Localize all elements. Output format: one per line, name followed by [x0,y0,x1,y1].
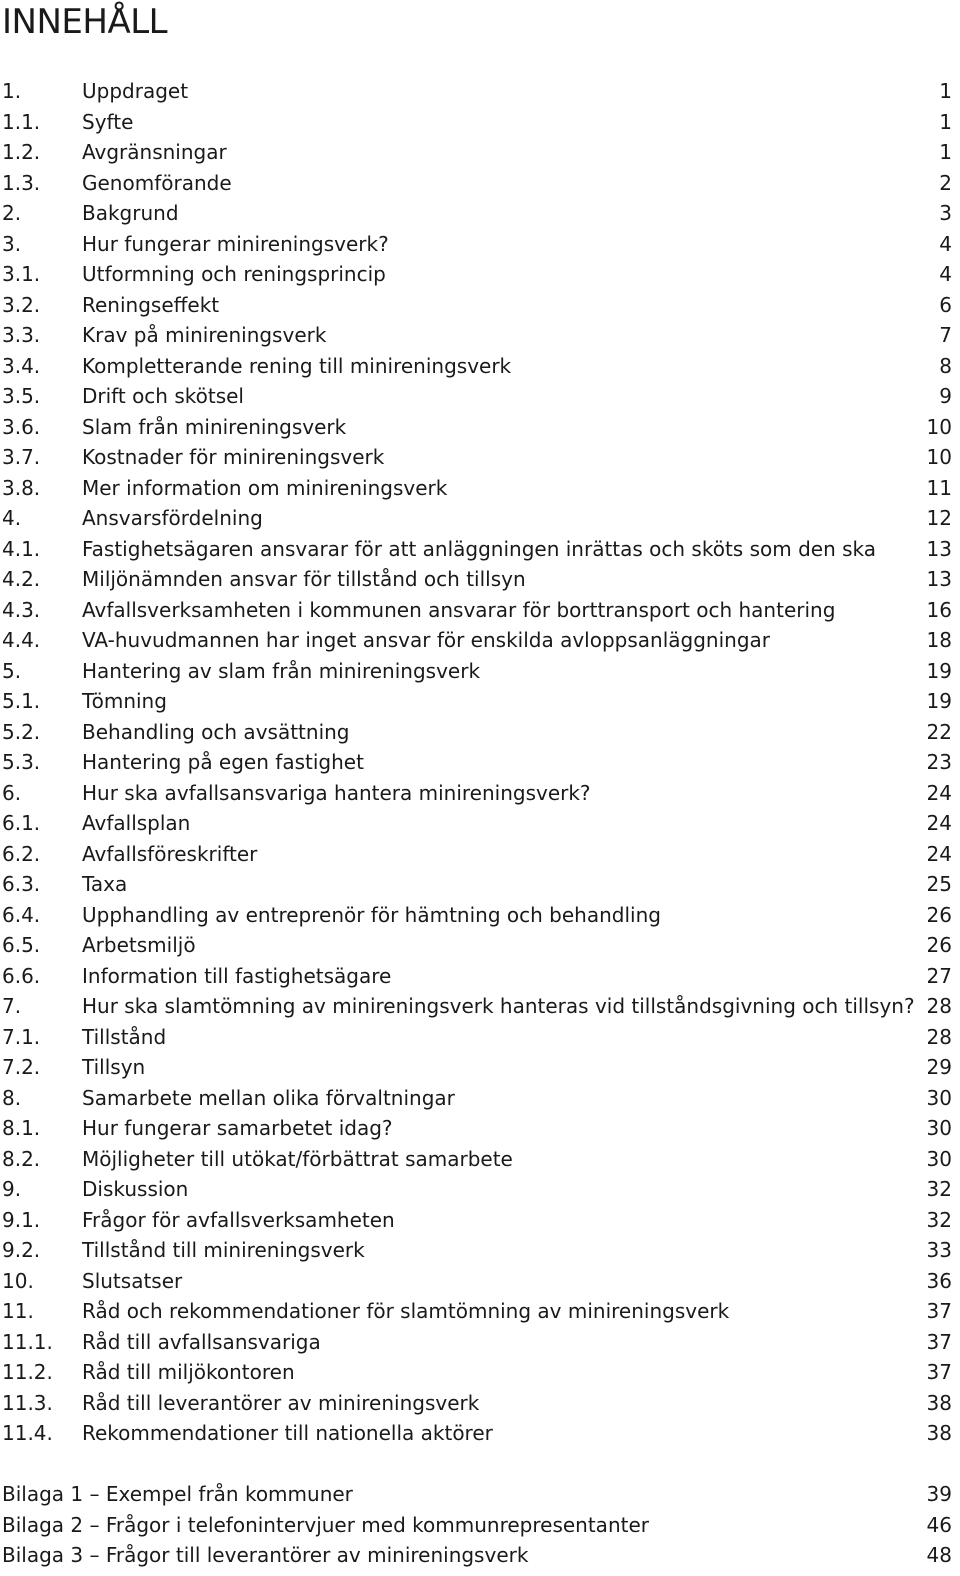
toc-entry-title: Råd till miljökontoren [82,1360,295,1384]
toc-entry-page-number: 32 [926,1207,952,1232]
toc-entry-page-number: 12 [926,506,952,530]
toc-entry-title: Slam från minireningsverk [82,414,347,439]
toc-entry-page-number: 19 [926,658,952,683]
toc-entry-title: Avfallsverksamheten i kommunen ansvarar för borttransport och hantering [82,597,836,622]
toc-entry-title: Råd och rekommendationer för slamtömning av minireningsverk [82,1299,730,1323]
toc-entry[interactable] [0,1357,960,1388]
toc-entry-number: 3.3. [2,323,41,347]
toc-entry-number: 4. [2,506,22,530]
toc-entry[interactable] [0,1296,960,1327]
toc-entry-page-number: 10 [926,445,952,469]
toc-entry[interactable] [0,564,960,595]
toc-entry-number: 4.4. [2,628,41,652]
toc-entry-title: Hur fungerar minireningsverk? [82,231,389,256]
toc-entry-page-number: 26 [926,902,952,927]
toc-entry-page-number: 37 [926,1329,952,1354]
toc-entry-number: 5.1. [2,689,41,713]
toc-entry-number: 1.1. [2,109,41,134]
toc-entry[interactable] [0,869,960,900]
toc-entry-number: 1. [2,79,22,103]
toc-entry-number: 5.2. [2,719,41,744]
toc-entry-number: 6.5. [2,933,41,957]
toc-entry-title: Kompletterande rening till minireningsverk [82,353,512,378]
toc-entry-number: 3.1. [2,262,41,286]
toc-entry-number: 1.2. [2,140,41,164]
toc-entry-title: Upphandling av entreprenör för hämtning och behandling [82,902,661,927]
appendix-entry-title: Bilaga 3 – Frågor till leverantörer av minireningsverk [2,1543,529,1567]
toc-entry-number: 9.2. [2,1238,41,1262]
toc-entry-title: Uppdraget [82,79,189,103]
appendix-entry[interactable] [0,1510,960,1541]
toc-entry-title: Möjligheter till utökat/förbättrat samarbete [82,1146,513,1171]
toc-entry-number: 3.4. [2,353,41,378]
toc-entry[interactable] [0,625,960,656]
toc-entry[interactable] [0,1266,960,1297]
toc-entry-title: VA-huvudmannen har inget ansvar för enskilda avloppsanläggningar [82,628,770,652]
toc-entry-title: Drift och skötsel [82,384,244,408]
toc-entry-title: Syfte [82,109,134,134]
toc-entry-page-number: 24 [926,811,952,835]
toc-entry-title: Utformning och reningsprincip [82,262,386,286]
toc-entry[interactable] [0,168,960,199]
appendix-entry[interactable] [0,1479,960,1510]
toc-entry-number: 4.2. [2,567,41,591]
toc-entry-title: Genomförande [82,170,232,195]
toc-entry[interactable] [0,503,960,534]
toc-entry-page-number: 37 [926,1299,952,1323]
toc-entry-page-number: 11 [926,475,952,500]
toc-entry[interactable] [0,656,960,687]
toc-entry-page-number: 29 [926,1055,952,1079]
toc-entry-page-number: 13 [926,567,952,591]
toc-entry-title: Hantering av slam från minireningsverk [82,658,481,683]
toc-entry-number: 3.7. [2,445,41,469]
toc-entry-title: Mer information om minireningsverk [82,475,448,500]
appendix-entry-page-number: 46 [926,1512,952,1537]
table-of-contents [0,76,960,1449]
toc-entry-title: Samarbete mellan olika förvaltningar [82,1085,455,1110]
toc-entry[interactable] [0,839,960,870]
toc-entry-title: Avgränsningar [82,140,227,164]
toc-entry-page-number: 26 [926,933,952,957]
toc-entry-page-number: 28 [926,1024,952,1049]
toc-entry-number: 8.2. [2,1146,41,1171]
toc-entry-title: Behandling och avsättning [82,719,350,744]
toc-entry-page-number: 28 [926,994,952,1018]
toc-entry-number: 2. [2,201,22,225]
toc-entry-page-number: 33 [926,1238,952,1262]
toc-entry-number: 3. [2,231,22,256]
toc-entry-page-number: 32 [926,1177,952,1201]
toc-entry-page-number: 18 [926,628,952,652]
toc-entry-number: 9.1. [2,1207,41,1232]
toc-entry[interactable] [0,1052,960,1083]
toc-entry-page-number: 38 [926,1421,952,1445]
toc-entry[interactable] [0,137,960,168]
toc-entry-number: 5. [2,658,22,683]
toc-entry-number: 3.6. [2,414,41,439]
toc-entry[interactable] [0,1174,960,1205]
appendix-entry-title: Bilaga 1 – Exempel från kommuner [2,1482,353,1506]
toc-entry-page-number: 25 [926,872,952,896]
toc-entry-title: Reningseffekt [82,292,220,317]
toc-entry-title: Taxa [82,872,128,896]
toc-entry[interactable] [0,412,960,443]
toc-entry-number: 7. [2,994,22,1018]
toc-entry[interactable] [0,107,960,138]
toc-entry-title: Krav på minireningsverk [82,323,327,347]
toc-entry-number: 6.1. [2,811,41,835]
toc-entry[interactable] [0,229,960,260]
toc-entry-page-number: 4 [939,262,952,286]
toc-entry-title: Miljönämnden ansvar för tillstånd och tillsyn [82,567,526,591]
toc-entry-title: Hantering på egen fastighet [82,750,364,774]
toc-entry-page-number: 23 [926,750,952,774]
toc-entry[interactable] [0,595,960,626]
toc-entry-title: Tillstånd till minireningsverk [82,1238,365,1262]
toc-entry-page-number: 4 [939,231,952,256]
toc-entry-number: 5.3. [2,750,41,774]
toc-entry-number: 7.2. [2,1055,41,1079]
toc-entry-number: 6.4. [2,902,41,927]
toc-entry-page-number: 8 [939,353,952,378]
toc-entry-title: Kostnader för minireningsverk [82,445,385,469]
toc-entry[interactable] [0,198,960,229]
appendix-entry-title: Bilaga 2 – Frågor i telefonintervjuer med kommunrepresentanter [2,1512,649,1537]
toc-entry[interactable] [0,1205,960,1236]
toc-entry[interactable] [0,747,960,778]
toc-entry-page-number: 1 [939,109,952,134]
toc-entry-page-number: 36 [926,1268,952,1293]
toc-entry-title: Råd till leverantörer av minireningsverk [82,1390,480,1415]
toc-entry-title: Avfallsplan [82,811,191,835]
toc-entry-number: 6.2. [2,841,41,866]
toc-entry-page-number: 19 [926,689,952,713]
toc-entry-number: 3.2. [2,292,41,317]
toc-entry-number: 11.1. [2,1329,53,1354]
toc-entry-title: Ansvarsfördelning [82,506,263,530]
toc-entry-page-number: 2 [939,170,952,195]
toc-entry-number: 11.2. [2,1360,53,1384]
toc-entry-title: Information till fastighetsägare [82,963,392,988]
toc-entry[interactable] [0,1144,960,1175]
toc-entry-number: 10. [2,1268,34,1293]
toc-entry-page-number: 30 [926,1116,952,1140]
toc-entry[interactable] [0,717,960,748]
toc-entry-title: Slutsatser [82,1268,183,1293]
toc-entry-title: Tillstånd [82,1024,167,1049]
toc-entry-page-number: 30 [926,1146,952,1171]
toc-entry-page-number: 24 [926,841,952,866]
toc-entry[interactable] [0,778,960,809]
toc-entry-number: 8.1. [2,1116,41,1140]
toc-entry-number: 11. [2,1299,34,1323]
toc-entry-number: 1.3. [2,170,41,195]
toc-entry-page-number: 24 [926,780,952,805]
toc-entry-title: Bakgrund [82,201,179,225]
toc-entry-title: Hur ska avfallsansvariga hantera minireningsverk? [82,780,591,805]
toc-entry-number: 11.3. [2,1390,53,1415]
toc-entry[interactable] [0,961,960,992]
toc-entry-number: 4.1. [2,536,41,561]
toc-entry-title: Frågor för avfallsverksamheten [82,1207,395,1232]
toc-entry-page-number: 30 [926,1085,952,1110]
toc-entry-number: 4.3. [2,597,41,622]
toc-entry-number: 7.1. [2,1024,41,1049]
toc-entry[interactable] [0,930,960,961]
toc-entry[interactable] [0,1083,960,1114]
toc-entry[interactable] [0,473,960,504]
toc-entry-number: 6. [2,780,22,805]
toc-entry-page-number: 9 [939,384,952,408]
toc-entry[interactable] [0,900,960,931]
toc-entry-page-number: 16 [926,597,952,622]
toc-entry[interactable] [0,320,960,351]
toc-entry[interactable] [0,1327,960,1358]
toc-entry-title: Diskussion [82,1177,189,1201]
toc-entry[interactable] [0,381,960,412]
toc-entry-title: Avfallsföreskrifter [82,841,258,866]
toc-entry-page-number: 1 [939,140,952,164]
toc-entry[interactable] [0,1113,960,1144]
toc-entry-title: Rekommendationer till nationella aktörer [82,1421,493,1445]
toc-entry[interactable] [0,1388,960,1419]
toc-entry[interactable] [0,351,960,382]
toc-entry-number: 3.5. [2,384,41,408]
toc-entry-number: 3.8. [2,475,41,500]
toc-entry-title: Tömning [82,689,167,713]
toc-entry-page-number: 37 [926,1360,952,1384]
toc-entry-title: Hur ska slamtömning av minireningsverk hanteras vid tillståndsgivning och tillsyn? [82,994,915,1018]
toc-entry-page-number: 13 [926,536,952,561]
toc-entry-number: 9. [2,1177,22,1201]
appendix-entry-page-number: 39 [926,1482,952,1506]
toc-entry-page-number: 7 [939,323,952,347]
page-title: INNEHÅLL [2,2,168,42]
appendix-entry-page-number: 48 [926,1543,952,1567]
toc-entry[interactable] [0,76,960,107]
toc-entry-page-number: 22 [926,719,952,744]
toc-entry[interactable] [0,1022,960,1053]
toc-entry[interactable] [0,290,960,321]
toc-entry-page-number: 10 [926,414,952,439]
toc-entry-title: Fastighetsägaren ansvarar för att anläggningen inrättas och sköts som den ska [82,536,877,561]
toc-entry[interactable] [0,259,960,290]
toc-entry-title: Hur fungerar samarbetet idag? [82,1116,393,1140]
appendix-list [0,1479,960,1571]
toc-entry-number: 8. [2,1085,22,1110]
toc-entry-number: 6.3. [2,872,41,896]
toc-entry-page-number: 6 [939,292,952,317]
toc-entry-page-number: 1 [939,79,952,103]
toc-entry[interactable] [0,808,960,839]
toc-entry-page-number: 27 [926,963,952,988]
toc-entry-page-number: 3 [939,201,952,225]
appendix-entry[interactable] [0,1540,960,1571]
toc-entry-number: 11.4. [2,1421,53,1445]
toc-entry-page-number: 38 [926,1390,952,1415]
toc-entry[interactable] [0,534,960,565]
toc-entry-title: Arbetsmiljö [82,933,196,957]
toc-entry-title: Tillsyn [82,1055,146,1079]
toc-entry-number: 6.6. [2,963,41,988]
toc-entry[interactable] [0,1235,960,1266]
toc-entry[interactable] [0,991,960,1022]
toc-entry[interactable] [0,442,960,473]
toc-entry-title: Råd till avfallsansvariga [82,1329,321,1354]
toc-entry[interactable] [0,686,960,717]
toc-entry[interactable] [0,1418,960,1449]
